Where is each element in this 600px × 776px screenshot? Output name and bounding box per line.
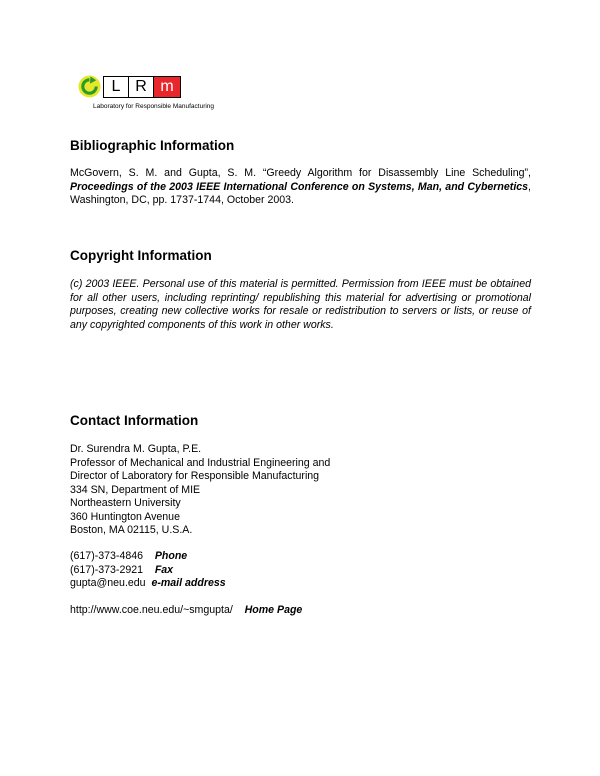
fax-line xyxy=(70,564,226,578)
logo-caption: Laboratory for Responsible Manufacturing xyxy=(93,103,215,110)
logo-letters xyxy=(104,76,181,98)
homepage-label: Home Page xyxy=(244,604,303,616)
citation-venue: Proceedings of the 2003 IEEE International Conference on Systems, Man, and Cybernetics xyxy=(70,180,529,193)
contact-office: 334 SN, Department of MIE xyxy=(70,483,201,496)
contact-name: Dr. Surendra M. Gupta, P.E. xyxy=(70,443,202,455)
fax-value: (617)-373-2921 xyxy=(70,563,144,576)
email-line xyxy=(70,577,226,591)
contact-city: Boston, MA 02115, U.S.A. xyxy=(70,524,193,536)
homepage-line xyxy=(70,604,302,618)
contact-title-line-2: Director of Laboratory for Responsible Manufacturing xyxy=(70,470,320,482)
citation-authors: McGovern, S. M. and Gupta, S. M. “Greedy Algorithm for Disassembly Line Scheduling”, xyxy=(70,167,531,179)
bibliographic-citation xyxy=(70,167,531,208)
copyright-text: (c) 2003 IEEE. Personal use of this material is permitted. Permission from IEEE must be obtained for all other users, including reprinting/ republishing this material for advertising or promotional purposes, creating new collective works for resale or redistribution to servers or lists, or reuse of any copyrighted components of this work in other works. xyxy=(70,278,531,331)
bibliographic-heading: Bibliographic Information xyxy=(70,138,235,153)
contact-title-line-1: Professor of Mechanical and Industrial Engineering and xyxy=(70,456,331,469)
fax-label: Fax xyxy=(154,563,174,576)
lrm-logo xyxy=(78,75,278,115)
logo-letter-m: m xyxy=(153,76,181,98)
contact-address xyxy=(70,443,330,538)
contact-methods xyxy=(70,550,226,591)
recycle-arrow-icon xyxy=(78,75,101,98)
phone-label: Phone xyxy=(154,550,188,562)
contact-heading: Contact Information xyxy=(70,413,199,428)
phone-line xyxy=(70,550,226,564)
logo-letter-r: R xyxy=(128,76,154,98)
email-label: e-mail address xyxy=(151,577,226,589)
contact-university: Northeastern University xyxy=(70,497,181,509)
citation-suffix: , Washington, DC, pp. 1737-1744, October 2003. xyxy=(70,180,531,206)
logo-letter-l: L xyxy=(103,76,129,98)
contact-street: 360 Huntington Avenue xyxy=(70,510,180,523)
copyright-heading: Copyright Information xyxy=(70,248,212,263)
email-value[interactable]: gupta@neu.edu xyxy=(70,577,146,589)
phone-value: (617)-373-4846 xyxy=(70,550,144,562)
homepage-link[interactable]: http://www.coe.neu.edu/~smgupta/ xyxy=(70,604,233,616)
